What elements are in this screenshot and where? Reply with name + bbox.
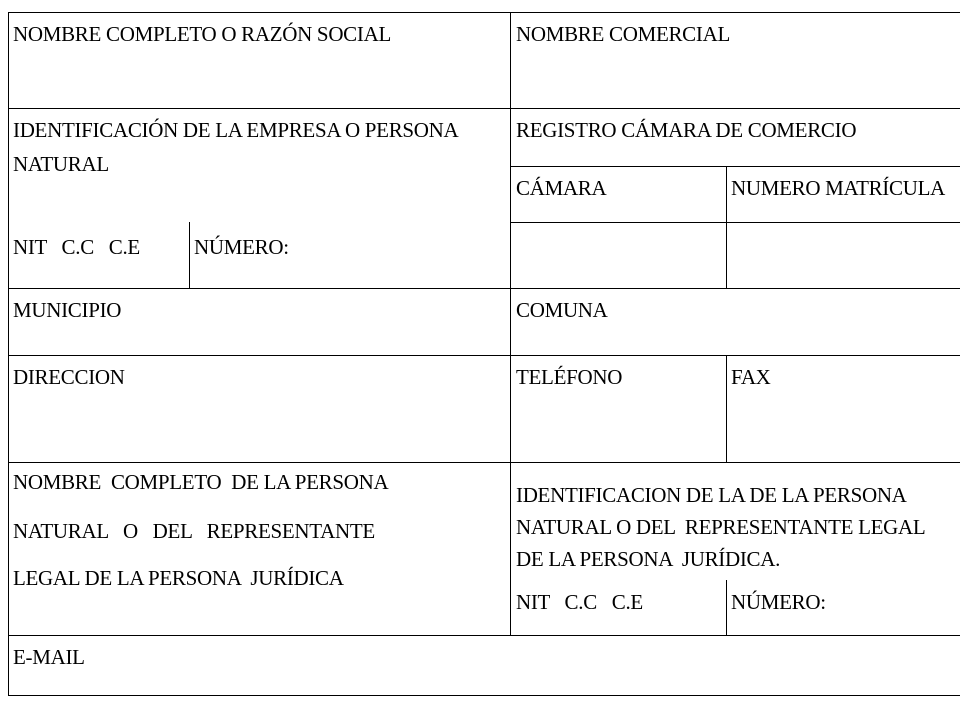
matricula-field[interactable] <box>727 223 960 288</box>
email-label: E-MAIL <box>13 645 85 669</box>
representante-id-line1: IDENTIFICACION DE LA DE LA PERSONA <box>516 483 907 507</box>
fax-label: FAX <box>731 365 771 389</box>
border-bottom <box>8 695 960 696</box>
divider-row1 <box>8 108 960 109</box>
identificacion-empresa-label-line2: NATURAL <box>13 152 109 176</box>
comuna-label: COMUNA <box>516 298 608 322</box>
telefono-label: TELÉFONO <box>516 365 623 389</box>
municipio-label: MUNICIPIO <box>13 298 122 322</box>
nombre-completo-label: NOMBRE COMPLETO O RAZÓN SOCIAL <box>13 22 391 46</box>
numero-empresa-label: NÚMERO: <box>194 235 289 259</box>
direccion-label: DIRECCION <box>13 365 125 389</box>
camara-label: CÁMARA <box>516 176 607 200</box>
email-field[interactable] <box>9 636 960 695</box>
nombre-comercial-label: NOMBRE COMERCIAL <box>516 22 730 46</box>
identificacion-empresa-label-line1: IDENTIFICACIÓN DE LA EMPRESA O PERSONA <box>13 118 459 142</box>
representante-id-line3: DE LA PERSONA JURÍDICA. <box>516 547 781 571</box>
representante-tipo-documento-label: NIT C.C C.E <box>516 590 643 614</box>
tipo-documento-label: NIT C.C C.E <box>13 235 140 259</box>
registro-camara-title: REGISTRO CÁMARA DE COMERCIO <box>516 118 857 142</box>
representante-numero-label: NÚMERO: <box>731 590 826 614</box>
representante-nombre-line1: NOMBRE COMPLETO DE LA PERSONA <box>13 470 389 494</box>
divider-camara-header <box>510 166 960 167</box>
representante-nombre-line3: LEGAL DE LA PERSONA JURÍDICA <box>13 566 344 590</box>
matricula-label: NUMERO MATRÍCULA <box>731 176 945 200</box>
representante-id-line2: NATURAL O DEL REPRESENTANTE LEGAL <box>516 515 926 539</box>
camara-field[interactable] <box>511 223 726 288</box>
representante-nombre-line2: NATURAL O DEL REPRESENTANTE <box>13 519 375 543</box>
